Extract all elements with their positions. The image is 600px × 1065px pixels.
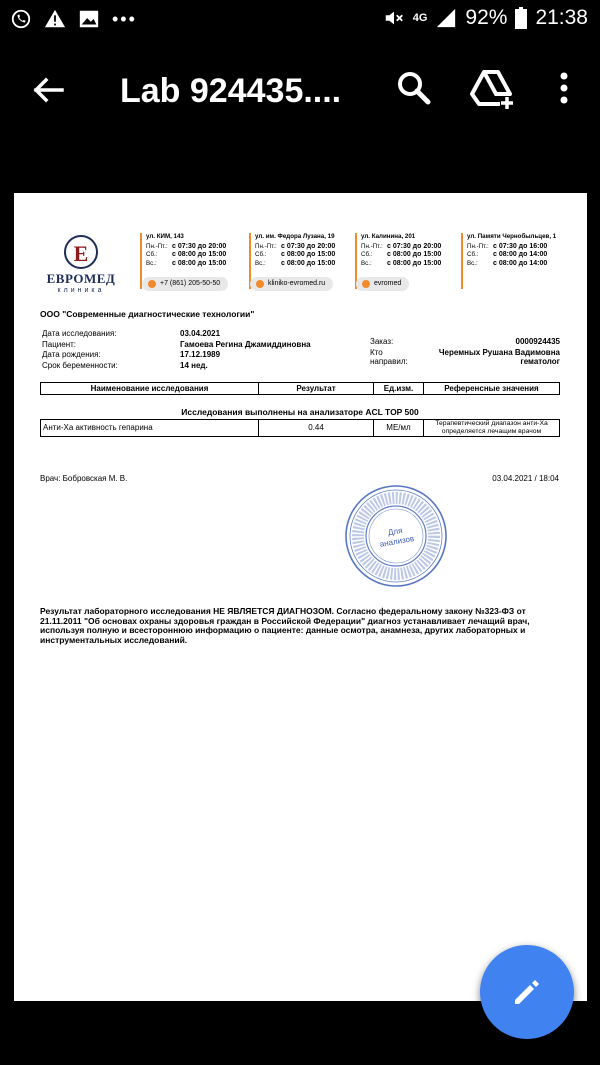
document-page[interactable] bbox=[14, 193, 587, 1001]
results-table-header bbox=[40, 382, 560, 395]
branch-address: ул. им. Федора Лузана, 19 bbox=[255, 233, 335, 240]
result-unit: МЕ/мл bbox=[374, 420, 424, 436]
stamp-inner-line-1: Для bbox=[387, 525, 404, 538]
branch-hours: с 07:30 до 16:00 bbox=[493, 243, 548, 251]
branch-day: Пн.-Пт.: bbox=[255, 243, 277, 251]
viber-icon bbox=[10, 8, 32, 30]
branch-hours: с 08:00 до 14:00 bbox=[493, 251, 548, 259]
study-date-label: Дата исследования: bbox=[42, 329, 117, 338]
table-row bbox=[40, 419, 560, 437]
branch-hours: с 08:00 до 15:00 bbox=[172, 259, 227, 267]
mute-icon bbox=[383, 7, 405, 29]
diagnosis-disclaimer: Результат лабораторного исследования НЕ ЯВЛЯЕТСЯ ДИАГНОЗОМ. Согласно федеральному закону №323-ФЗ от 21.11.2011 "Об основах охраны здоровья граждан в Российской Федерации" диагноз устанавливает лечащий врач, используя полную и всестороннюю информацию о пациенте: данные осмотра, анамнеза, других лабораторных и инструментальных исследований. bbox=[40, 606, 530, 645]
branch-4 bbox=[461, 233, 571, 289]
contact-phone bbox=[142, 277, 228, 291]
network-type: 4G bbox=[412, 12, 428, 24]
order-label: Заказ: bbox=[370, 337, 394, 346]
signal-icon bbox=[435, 7, 457, 29]
branch-day: Сб.: bbox=[255, 251, 267, 259]
logo-emblem bbox=[64, 235, 98, 269]
branch-hours: с 07:30 до 20:00 bbox=[172, 243, 227, 251]
contact-social-text: evromed bbox=[374, 280, 402, 287]
header-unit: Ед.изм. bbox=[374, 383, 424, 394]
branch-day: Вс.: bbox=[255, 259, 266, 267]
contact-site-text: kliniko-evromed.ru bbox=[268, 280, 326, 287]
branch-address: ул. Памяти Чернобыльцев, 1 bbox=[467, 233, 557, 240]
birth-date-value: 17.12.1989 bbox=[180, 350, 221, 359]
branch-day: Сб.: bbox=[467, 251, 479, 259]
branch-hours: с 08:00 до 15:00 bbox=[387, 251, 442, 259]
result-reference bbox=[424, 420, 559, 436]
branch-hours: с 07:30 до 20:00 bbox=[387, 243, 442, 251]
drive-add-icon[interactable] bbox=[470, 66, 514, 110]
header-result: Результат bbox=[259, 383, 374, 394]
order-value: 0000924435 bbox=[515, 337, 560, 346]
branch-hours: с 07:30 до 20:00 bbox=[281, 243, 336, 251]
branch-day: Пн.-Пт.: bbox=[361, 243, 383, 251]
app-bar bbox=[0, 40, 600, 150]
battery-percent: 92% bbox=[465, 6, 508, 29]
referrer-label-2: направил: bbox=[370, 357, 408, 366]
referrer-label-1: Кто bbox=[370, 348, 383, 357]
clinic-logo bbox=[36, 235, 126, 299]
branch-hours: с 08:00 до 15:00 bbox=[281, 259, 336, 267]
branch-address: ул. КИМ, 143 bbox=[146, 233, 184, 240]
patient-info bbox=[42, 329, 362, 373]
warning-icon bbox=[44, 8, 66, 30]
reference-line-2: определяется лечащим врачом bbox=[441, 428, 542, 435]
doctor-signature: Врач: Бобровская М. В. bbox=[40, 474, 128, 483]
search-icon[interactable] bbox=[394, 68, 434, 108]
header-reference: Референсные значения bbox=[444, 384, 539, 393]
status-bar-right bbox=[383, 6, 588, 30]
edit-fab-button[interactable] bbox=[480, 945, 574, 1039]
analyzer-note: Исследования выполнены на анализаторе ACL TOP 500 bbox=[181, 407, 419, 417]
battery-icon bbox=[515, 7, 527, 29]
branch-day: Вс.: bbox=[361, 259, 372, 267]
branch-day: Вс.: bbox=[146, 259, 157, 267]
logo-subtitle: клиника bbox=[57, 287, 105, 294]
contact-site bbox=[250, 277, 333, 291]
status-bar bbox=[0, 0, 600, 40]
branch-day: Сб.: bbox=[361, 251, 373, 259]
edit-pencil-icon bbox=[511, 976, 543, 1008]
branch-hours: с 08:00 до 15:00 bbox=[281, 251, 336, 259]
image-icon bbox=[78, 8, 100, 30]
report-datetime: 03.04.2021 / 18:04 bbox=[492, 474, 559, 483]
contact-phone-text: +7 (861) 205-50-50 bbox=[160, 280, 221, 287]
organization-name: ООО "Современные диагностические технологии" bbox=[40, 309, 255, 319]
globe-icon bbox=[256, 280, 264, 288]
clock: 21:38 bbox=[535, 6, 588, 29]
result-value: 0.44 bbox=[259, 420, 374, 436]
logo-letter: Е bbox=[73, 241, 89, 266]
order-info bbox=[370, 337, 560, 373]
branch-address: ул. Калинина, 201 bbox=[361, 233, 416, 240]
phone-icon bbox=[148, 280, 156, 288]
status-bar-left bbox=[10, 8, 137, 30]
birth-date-label: Дата рождения: bbox=[42, 350, 101, 359]
branch-hours: с 08:00 до 15:00 bbox=[387, 259, 442, 267]
patient-label: Пациент: bbox=[42, 339, 77, 349]
more-notifications-icon: ••• bbox=[112, 8, 137, 29]
patient-value: Гамоева Регина Джамиддиновна bbox=[180, 339, 311, 349]
result-test-name: Анти-Ха активность гепарина bbox=[41, 420, 259, 436]
branch-hours: с 08:00 до 15:00 bbox=[172, 251, 227, 259]
branch-day: Сб.: bbox=[146, 251, 158, 259]
logo-name: ЕВРОМЕД bbox=[46, 271, 116, 286]
header-test-name: Наименование исследования bbox=[41, 383, 259, 394]
branch-day: Пн.-Пт.: bbox=[467, 243, 489, 251]
contact-social bbox=[356, 277, 409, 291]
stamp-inner-line-2: анализов bbox=[379, 533, 415, 549]
document-title: Lab 924435.... bbox=[120, 72, 342, 110]
study-date-value: 03.04.2021 bbox=[180, 329, 221, 338]
back-arrow-icon[interactable] bbox=[26, 68, 70, 112]
pregnancy-term-label: Срок беременности: bbox=[42, 360, 118, 370]
more-vert-icon[interactable] bbox=[550, 68, 578, 108]
pregnancy-term-value: 14 нед. bbox=[180, 360, 208, 370]
branch-day: Вс.: bbox=[467, 259, 478, 267]
clinic-stamp-seal bbox=[344, 484, 448, 588]
branch-hours: с 08:00 до 14:00 bbox=[493, 259, 548, 267]
reference-line-1: Терапевтический диапазон анти-Ха bbox=[435, 420, 548, 427]
referrer-name: Черемных Рушана Вадимовна bbox=[438, 348, 560, 357]
branch-day: Пн.-Пт.: bbox=[146, 243, 168, 251]
instagram-icon bbox=[362, 280, 370, 288]
referrer-role: гематолог bbox=[520, 357, 560, 366]
